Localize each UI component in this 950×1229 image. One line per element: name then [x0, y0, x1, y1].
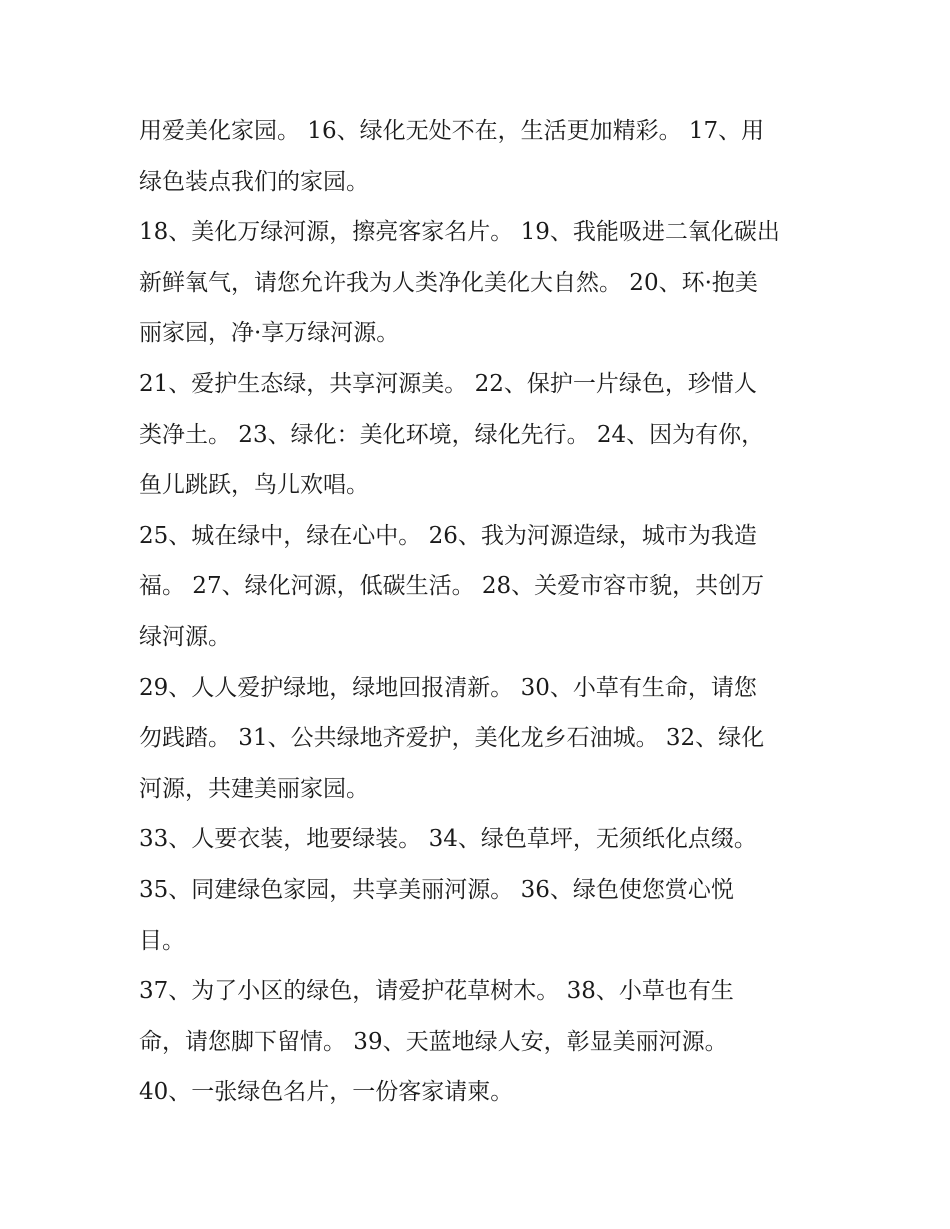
- text-line: 29、人人爱护绿地，绿地回报清新。 30、小草有生命，请您: [139, 674, 757, 701]
- text-line: 37、为了小区的绿色，请爱护花草树木。 38、小草也有生: [139, 978, 734, 1005]
- text-line: 绿河源。: [139, 623, 231, 650]
- text-line: 鱼儿跳跃，鸟儿欢唱。: [139, 472, 369, 499]
- text-line: 用爱美化家园。 16、绿化无处不在，生活更加精彩。 17、用: [139, 118, 765, 144]
- text-line: 18、美化万绿河源，擦亮客家名片。 19、我能吸进二氧化碳出: [139, 219, 780, 246]
- text-line: 目。: [139, 927, 185, 954]
- text-line: 类净土。 23、绿化：美化环境，绿化先行。 24、因为有你，: [139, 421, 765, 448]
- text-line: 绿色装点我们的家园。: [139, 168, 369, 195]
- text-line: 命，请您脚下留情。 39、天蓝地绿人安，彰显美丽河源。: [139, 1028, 728, 1055]
- text-line: 21、爱护生态绿，共享河源美。 22、保护一片绿色，珍惜人: [139, 370, 757, 397]
- text-line: 勿践踏。 31、公共绿地齐爱护，美化龙乡石油城。 32、绿化: [139, 725, 765, 752]
- text-line: 35、同建绿色家园，共享美丽河源。 36、绿色使您赏心悦: [139, 876, 734, 903]
- text-line: 新鲜氧气，请您允许我为人类净化美化大自然。 20、环·抱美: [139, 269, 758, 296]
- text-line: 40、一张绿色名片，一份客家请柬。: [139, 1079, 514, 1106]
- text-line: 福。 27、绿化河源，低碳生活。 28、关爱市容市貌，共创万: [139, 573, 765, 600]
- text-line: 丽家园，净·享万绿河源。: [139, 320, 400, 347]
- text-line: 河源，共建美丽家园。: [139, 775, 369, 802]
- text-line: 33、人要衣装，地要绿装。 34、绿色草坪，无须纸化点缀。: [139, 826, 757, 853]
- text-line: 25、城在绿中，绿在心中。 26、我为河源造绿，城市为我造: [139, 522, 757, 549]
- slogan-text-block: [139, 106, 829, 1118]
